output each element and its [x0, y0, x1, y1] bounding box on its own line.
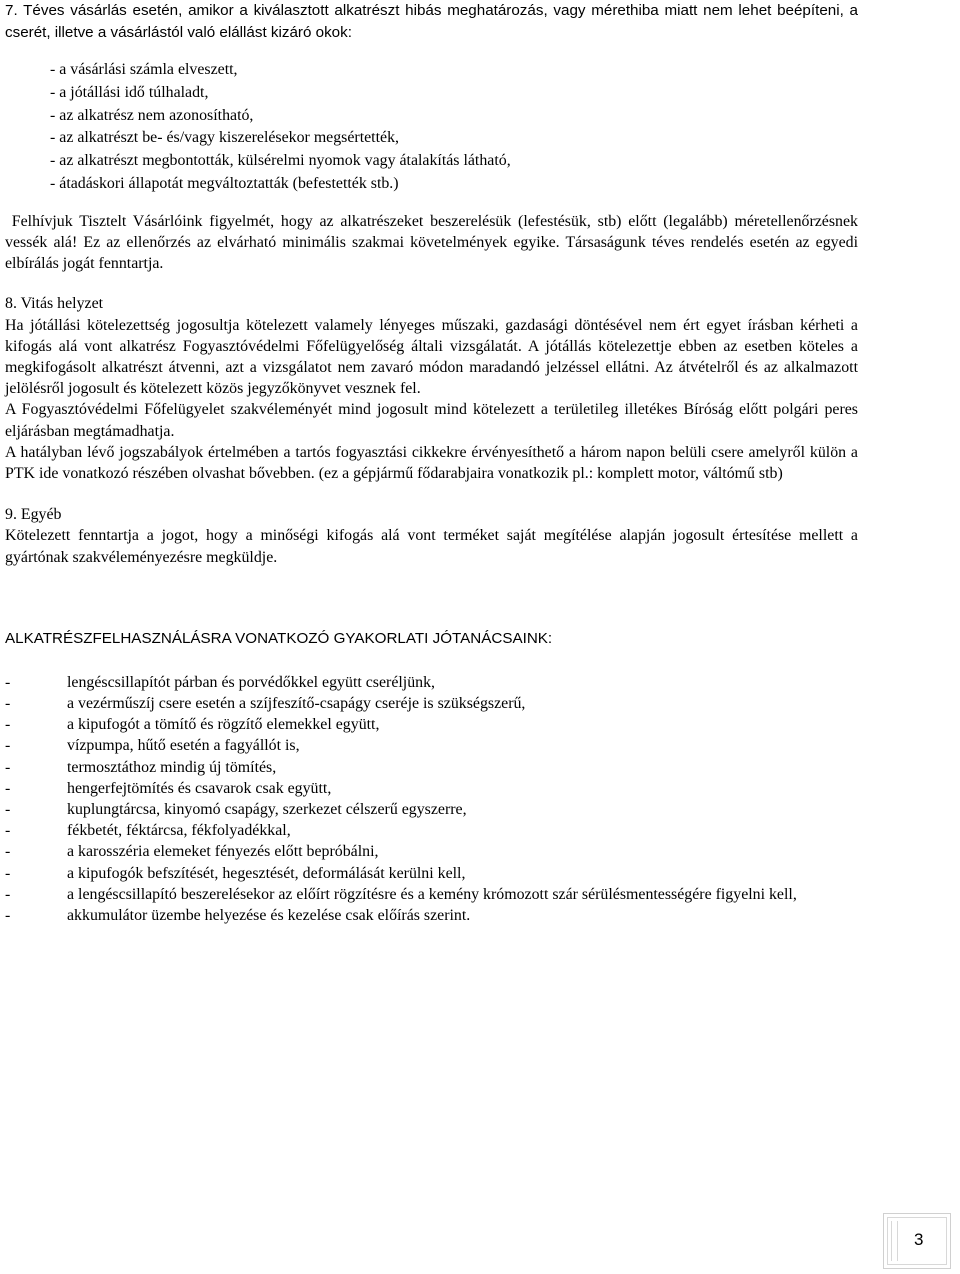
- list-item-text: vízpumpa, hűtő esetén a fagyállót is,: [67, 737, 300, 755]
- list-dash: -: [5, 673, 11, 691]
- list-dash: -: [5, 695, 11, 713]
- list-item-text: a kipufogók befszítését, hegesztését, deformálását kerülni kell,: [67, 864, 466, 882]
- list-item-text: lengéscsillapítót párban és porvédőkkel együtt cseréljünk,: [67, 673, 436, 691]
- list-dash: -: [5, 885, 11, 903]
- list-item: [5, 863, 858, 884]
- page-number-box: [883, 1213, 951, 1269]
- list-dash: -: [5, 737, 11, 755]
- list-item-text: a vezérműszíj csere esetén a szíjfeszítő-csapágy cseréje is szükségszerű,: [67, 695, 526, 713]
- list-dash: -: [5, 779, 11, 797]
- list-item-text: a kipufogót a tömítő és rögzítő elemekkel együtt,: [67, 716, 380, 734]
- list-item: - a jótállási idő túlhaladt,: [50, 83, 209, 101]
- section9-heading: 9. Egyéb: [5, 506, 62, 524]
- list-dash: -: [5, 843, 11, 861]
- list-item: [5, 799, 858, 820]
- section-9: [5, 504, 858, 568]
- list-item-text: fékbetét, féktárcsa, fékfolyadékkal,: [67, 822, 291, 840]
- list-item: [5, 672, 858, 693]
- list-item: [5, 820, 858, 841]
- section8-paragraph: Ha jótállási kötelezettség jogosultja kötelezett valamely lényeges műszaki, gazdasági döntésével nem ért egyet írásban kérheti a kifogás alá vont alkatrész Fogyasztóvédelmi Főfelügyelőség általi vizsgálatát. A jótállás kötelezettje ebben az esetben köteles a megkifogásolt alkatrészt átvenni, azt a vizsgálatot nem zavaró módon maradandó jelzéssel ellátni. Az átvételről és az alkalmazott jelölésről jogosult és kötelezett közös jegyzőkönyvet vesznek fel.: [5, 316, 858, 398]
- list-item: [5, 714, 858, 735]
- list-item: - az alkatrészt be- és/vagy kiszerelésekor megsértették,: [50, 129, 399, 147]
- list-item-text: a lengéscsillapító beszerelésekor az előírt rögzítésre és a kemény krómozott szár sérülésmentességére figyelni kell,: [67, 885, 797, 903]
- advice-heading: ALKATRÉSZFELHASZNÁLÁSRA VONATKOZÓ GYAKORLATI JÓTANÁCSAINK:: [5, 629, 553, 647]
- list-item-text: hengerfejtömítés és csavarok csak együtt,: [67, 779, 332, 797]
- section9-paragraph: Kötelezett fenntartja a jogot, hogy a minőségi kifogás alá vont terméket saját megítélése alapján jogosult értesítése mellett a gyártónak szakvéleményezésre megküldje.: [5, 527, 858, 566]
- list-item: - a vásárlási számla elveszett,: [50, 61, 238, 78]
- list-item: - az alkatrészt megbontották, külsérelmi nyomok vagy átalakítás látható,: [50, 152, 511, 170]
- section8-heading: 8. Vitás helyzet: [5, 295, 104, 313]
- list-item: - az alkatrész nem azonosítható,: [50, 106, 254, 124]
- document-page: [5, 0, 862, 926]
- list-item: [5, 841, 858, 862]
- list-item: [5, 693, 858, 714]
- section7-intro: 7. Téves vásárlás esetén, amikor a kiválasztott alkatrészt hibás meghatározás, vagy mérethiba miatt nem lehet beépíteni, a cserét, illetve a vásárlástól való elállást kizáró okok:: [5, 2, 858, 41]
- exclusion-reasons-list: [5, 59, 858, 196]
- list-dash: -: [5, 907, 11, 925]
- list-item-text: termosztáthoz mindig új tömítés,: [67, 758, 277, 776]
- list-item: - átadáskori állapotát megváltoztatták (befestették stb.): [50, 174, 399, 192]
- section8-paragraph: A hatályban lévő jogszabályok értelmében a tartós fogyasztási cikkekre érvényesíthető a három napon belüli csere amelyről külön a PTK ide vonatkozó részében olvashat bővebben. (ez a gépjármű fődarabjaira vonatkozik pl.: komplett motor, váltómű stb): [5, 443, 858, 483]
- list-item: [5, 735, 858, 756]
- list-item-text: a karosszéria elemeket fényezés előtt bepróbálni,: [67, 843, 379, 861]
- list-dash: -: [5, 758, 11, 776]
- page-number: 3: [914, 1230, 924, 1249]
- list-dash: -: [5, 716, 11, 734]
- section8-paragraph: A Fogyasztóvédelmi Főfelügyelet szakvéleményét mind jogosult mind kötelezett a területileg illetékes Bíróság előtt polgári peres eljárásban megtámadhatja.: [5, 401, 858, 440]
- list-dash: -: [5, 801, 11, 819]
- advice-list: [5, 672, 858, 926]
- list-item: [5, 778, 858, 799]
- list-item: [5, 905, 858, 926]
- list-item-text: kuplungtárcsa, kinyomó csapágy, szerkezet célszerű egyszerre,: [67, 801, 467, 819]
- section-8: [5, 293, 858, 484]
- measurement-notice: Felhívjuk Tisztelt Vásárlóink figyelmét, hogy az alkatrészeket beszerelésük (lefestésük, stb) előtt (legalább) méretellenőrzésnek vessék alá! Ez az ellenőrzés az elvárható minimális szakmai követelmények egyike. Társaságunk téves rendelés esetén az egyedi elbírálás jogát fenntartja.: [5, 212, 862, 273]
- list-item: [5, 757, 858, 778]
- list-item: [5, 884, 858, 905]
- list-dash: -: [5, 864, 11, 882]
- list-item-text: akkumulátor üzembe helyezése és kezelése csak előírás szerint.: [67, 907, 471, 925]
- list-dash: -: [5, 822, 11, 840]
